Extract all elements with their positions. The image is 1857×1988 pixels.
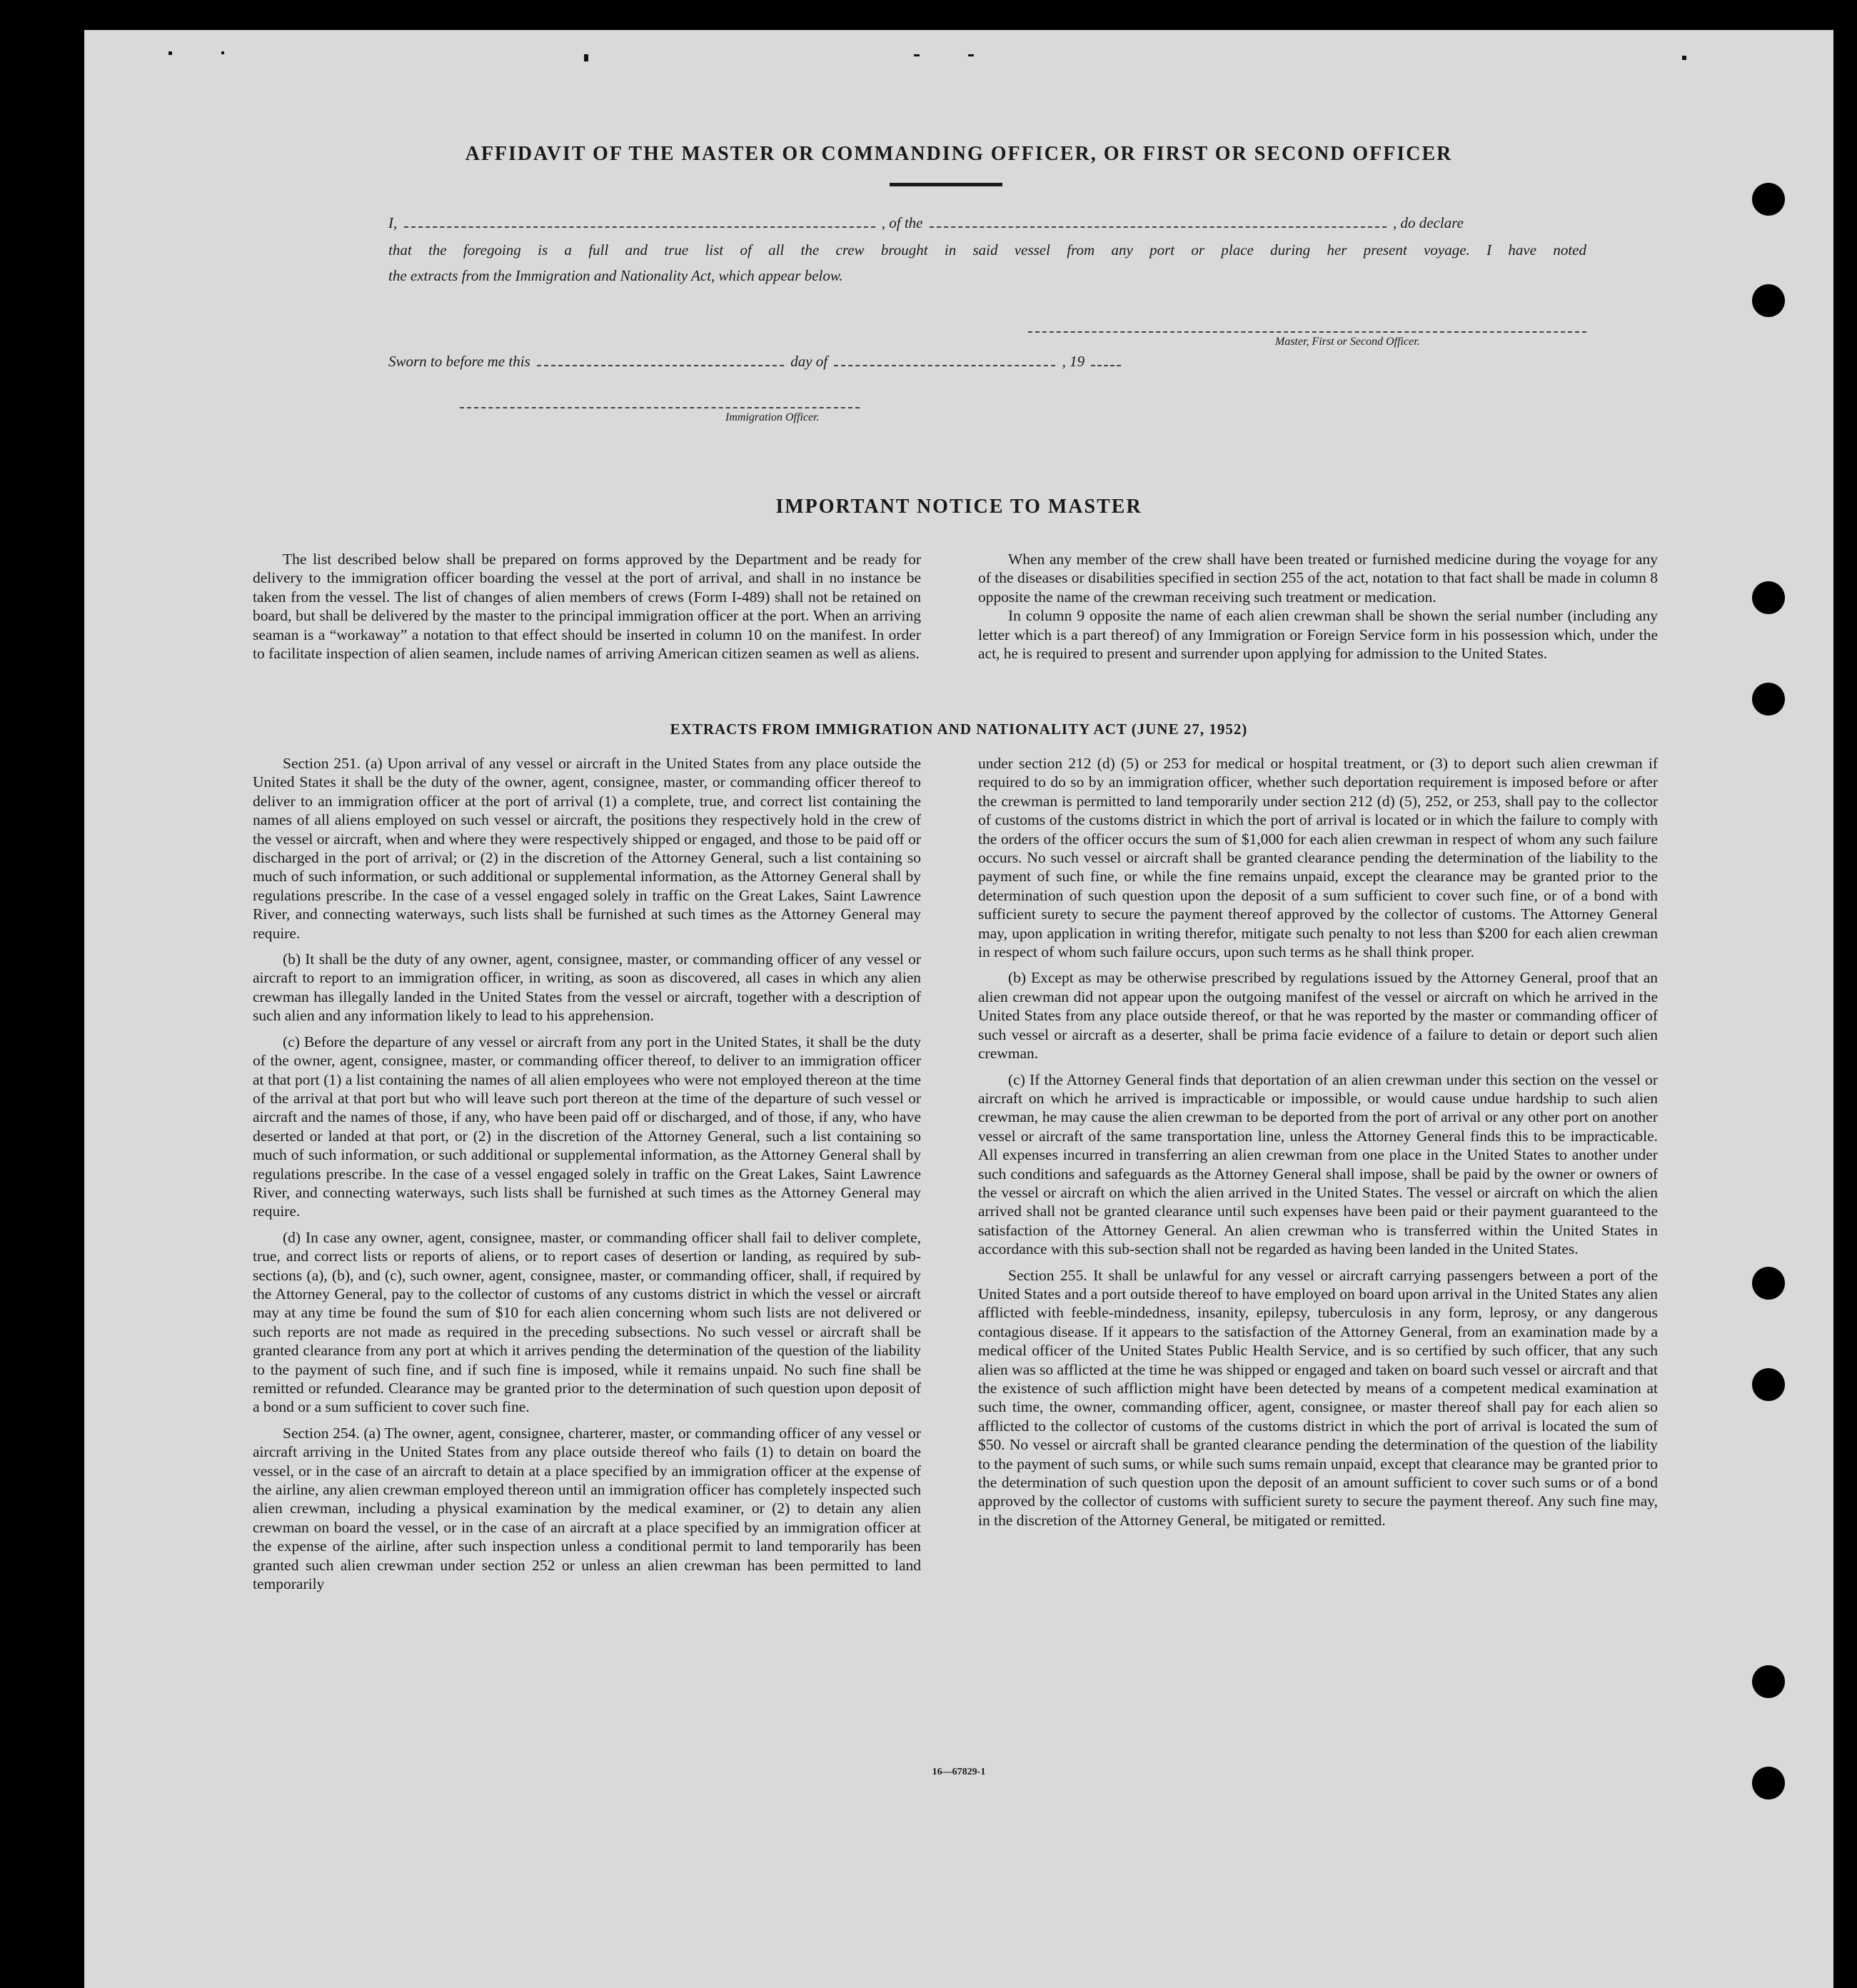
- notice-right-column: [978, 550, 1658, 663]
- affidavit-title: AFFIDAVIT OF THE MASTER OR COMMANDING OFFICER, OR FIRST OR SECOND OFFICER: [465, 143, 1453, 165]
- sworn-year-field[interactable]: [1091, 363, 1121, 366]
- declarant-prefix: I,: [388, 214, 398, 231]
- sworn-line: [388, 353, 1124, 371]
- section-254c: (c) If the Attorney General finds that deportation of an alien crewman under this section on the vessel or aircraft on which he arrived is impracticable or impossible, or would cause undue hardship to such alien crewman, he may cause the alien crewman to be deported from the port of arrival or any other port on another vessel or aircraft of the same transportation line, unless the Attorney General finds this to be impracticable. All expenses incurred in transferring an alien crewman from one place in the United States to another under such conditions and safeguards as the Attorney General shall impose, shall be paid by the owner or owners of the vessel or aircraft on which the alien arrived in the United States. The vessel or aircraft on which the alien arrived shall not be granted clearance until such expenses have been paid or their payment guaranteed to the satisfaction of the Attorney General. An alien crewman who is transferred within the United States in accordance with this sub-section shall not be regarded as having been landed in the United States.: [978, 1070, 1658, 1258]
- sworn-day-field[interactable]: [537, 363, 784, 366]
- section-251d: (d) In case any owner, agent, consignee, master, or commanding officer shall fail to deliver complete, true, and correct lists or reports of aliens, or to report cases of desertion or landing, as required by sub-sections (a), (b), and (c), such owner, agent, consignee, master, or commanding officer, shall, if required by the Attorney General, pay to the collector of customs of any customs district in which the vessel or aircraft may at any time be found the sum of $10 for each alien concerning whom such lists are not delivered or such reports are not made as required in the preceding subsections. No such vessel or aircraft shall be granted clearance from any port at which it arrives pending the determination of the question of the liability to the payment of such fine, and if such fine is imposed, while it remains unpaid. No such fine shall be remitted or refunded. Clearance may be granted prior to the determination of such question upon deposit of a bond or a sum sufficient to cover such fine.: [253, 1228, 921, 1416]
- punch-hole: [1752, 1665, 1785, 1698]
- notice-paragraph: When any member of the crew shall have been treated or furnished medicine during the voyage for any of the diseases or disabilities specified in section 255 of the act, notation to that fact shall be made in column 8 opposite the name of the crewman receiving such treatment or medication.: [978, 551, 1658, 606]
- master-signature-label: Master, First or Second Officer.: [1275, 336, 1420, 348]
- punch-hole: [1752, 284, 1785, 317]
- section-254a-continued: under section 212 (d) (5) or 253 for medical or hospital treatment, or (3) to deport such alien crewman if required to do so by an immigration officer, whether such deportation requirement is imposed before or after the crewman is permitted to land temporarily under section 212 (d) (5), 252, or 253, shall pay to the collector of customs of the customs district in which the port of arrival is located or in which the failure to comply with the orders of the officer occurs the sum of $1,000 for each alien crewman in respect of whom any such failure occurs. No such vessel or aircraft shall be granted clearance pending the determination of the liability to the payment of such fine, or while the fine remains unpaid, except the clearance may be granted prior to the determination of such question upon the deposit of a sum sufficient to cover such fine, or of a bond with sufficient surety to secure the payment thereof approved by the collector of customs. The Attorney General may, upon application in writing therefor, mitigate such penalty to not less than $200 for each alien crewman in respect of whom such failure occurs, upon such terms as he shall think proper.: [978, 755, 1658, 961]
- master-signature-line[interactable]: [1028, 331, 1586, 333]
- section-251c: (c) Before the departure of any vessel or aircraft from any port in the United States, it shall be the duty of the owner, agent, consignee, master, or commanding officer thereof, to deliver to an immigration officer at that port (1) a list containing the names of all alien employees who were not employed thereon at the time of the arrival at that port but who will leave such port thereon at the time of the departure of such vessel or aircraft and the names of those, if any, who have been paid off or discharged, and of those, if any, who have deserted or landed at that port, or (2) in the discretion of the Attorney General, such a list containing so much of such information, or such additional or supplemental information, as the Attorney General shall by regulations prescribe. In the case of a vessel engaged solely in traffic on the Great Lakes, Saint Lawrence River, and connecting waterways, such lists shall be furnished at such times as the Attorney General may require.: [253, 1033, 921, 1220]
- scan-speck: [168, 51, 172, 55]
- notice-paragraph: The list described below shall be prepared on forms approved by the Department and be ready for delivery to the immigration officer boarding the vessel at the port of arrival, and shall in no instance be taken from the vessel. The list of changes of alien members of crews (Form I-489) shall not be retained on board, but shall be delivered by the master to the principal immigration officer at the port. When an arriving seaman is a “workaway” a notation to that effect should be inserted in column 10 on the manifest. In order to facilitate inspection of alien seamen, include names of arriving American citizen seamen as well as aliens.: [253, 551, 921, 663]
- extracts-right-column: [978, 754, 1658, 1530]
- title-divider: [890, 183, 1002, 186]
- scan-speck: [1682, 56, 1686, 60]
- punch-hole: [1752, 183, 1785, 216]
- punch-hole: [1752, 1267, 1785, 1300]
- scan-speck: [968, 54, 974, 56]
- section-255: Section 255. It shall be unlawful for any vessel or aircraft carrying passengers between a port of the United States and a port outside thereof to have employed on board upon arrival in the United States any alien afflicted with feeble-mindedness, insanity, epilepsy, tuberculosis in any form, leprosy, or any dangerous contagious disease. If it appears to the satisfaction of the Attorney General, from an examination made by a medical officer of the United States Public Health Service, and is so certified by such officer, that any such alien was so afflicted at the time he was shipped or engaged and taken on board such vessel or aircraft and that the existence of such affliction might have been detected by means of a competent medical examination at such time, the owner, commanding officer, agent, consignee, or master thereof shall pay for each alien so afflicted to the collector of customs of the customs district in which the port of arrival is located the sum of $50. No vessel or aircraft shall be granted clearance pending the determination of the question of the liability to the payment of such sums, or while such sums remain unpaid, except that clearance may be granted prior to the determination of such question upon the deposit of an amount sufficient to cover such sums or of a bond approved by the collector of customs with sufficient surety to secure the payment thereof. Any such fine may, in the discretion of the Attorney General, be mitigated or remitted.: [978, 1266, 1658, 1529]
- section-251b: (b) It shall be the duty of any owner, agent, consignee, master, or commanding officer of any vessel or aircraft to report to an immigration officer, in writing, as soon as discovered, all cases in which any alien crewman has illegally landed in the United States from the vessel or aircraft, together with a description of such alien and any information likely to lead to his apprehension.: [253, 950, 921, 1025]
- declare-suffix: , do declare: [1393, 214, 1464, 231]
- scan-speck: [221, 51, 224, 54]
- notice-paragraph: In column 9 opposite the name of each alien crewman shall be shown the serial number (including any letter which is a part thereof) of any Immigration or Foreign Service form in his possession which, under the act, he is required to present and surrender upon applying for admission to the United States.: [978, 607, 1658, 663]
- immigration-officer-signature-line[interactable]: [460, 407, 860, 408]
- affidavit-statement-line: that the foregoing is a full and true list of all the crew brought in said vessel from any port or place during her present voyage. I have noted: [388, 241, 1586, 258]
- declarant-name-field[interactable]: [404, 225, 875, 228]
- sworn-month-field[interactable]: [834, 363, 1055, 366]
- form-code: 16—67829-1: [932, 1767, 986, 1777]
- punch-hole: [1752, 581, 1785, 614]
- notice-left-column: [253, 550, 921, 663]
- affidavit-statement-line-2: the extracts from the Immigration and Nationality Act, which appear below.: [388, 267, 843, 284]
- extracts-title: EXTRACTS FROM IMMIGRATION AND NATIONALITY ACT (JUNE 27, 1952): [670, 721, 1248, 738]
- scan-speck: [584, 54, 588, 61]
- vessel-name-field[interactable]: [930, 225, 1387, 228]
- scan-speck: [914, 54, 920, 56]
- punch-hole: [1752, 1368, 1785, 1401]
- sworn-prefix: Sworn to before me this: [388, 353, 530, 370]
- document-page: [84, 30, 1833, 1988]
- affidavit-declaration-line: [388, 214, 1464, 232]
- day-of-label: day of: [790, 353, 828, 370]
- section-254b: (b) Except as may be otherwise prescribed by regulations issued by the Attorney General, proof that an alien crewman did not appear upon the outgoing manifest of the vessel or aircraft on which he arrived in the United States from any place outside thereof, or that he was reported by the master or commanding officer of such vessel or aircraft as a deserter, shall be prima facie evidence of a failure to detain or deport such alien crewman.: [978, 969, 1658, 1063]
- extracts-left-column: [253, 754, 921, 1593]
- section-251a: Section 251. (a) Upon arrival of any vessel or aircraft in the United States from any place outside the United States it shall be the duty of the owner, agent, consignee, master, or commanding officer thereof to deliver to an immigration officer at the port of arrival (1) a complete, true, and correct list containing the names of all aliens employed on such vessel or aircraft, the positions they respectively hold in the crew of the vessel or aircraft, when and where they were respectively shipped or engaged, and those to be paid off or discharged in the port of arrival; or (2) in the discretion of the Attorney General, such a list containing so much of such information, or such additional or supplemental information, as the Attorney General shall by regulations prescribe. In the case of a vessel engaged solely in traffic on the Great Lakes, Saint Lawrence River, and connecting waterways, such lists shall be furnished at such times as the Attorney General may require.: [253, 755, 921, 942]
- notice-title: IMPORTANT NOTICE TO MASTER: [775, 496, 1142, 518]
- vessel-prefix: , of the: [881, 214, 923, 231]
- immigration-officer-label: Immigration Officer.: [725, 411, 820, 423]
- section-254a: Section 254. (a) The owner, agent, consignee, charterer, master, or commanding officer of any vessel or aircraft arriving in the United States from any place outside thereof who fails (1) to detain on board the vessel, or in the case of an aircraft to detain at a place specified by an immigration officer at the expense of the airline, any alien crewman employed thereon until an immigration officer has completely inspected such alien crewman, including a physical examination by the medical examiner, or (2) to detain any alien crewman on board the vessel, or in the case of an aircraft at a place specified by an immigration officer at the expense of the airline, after such inspection unless a conditional permit to land temporarily has been granted such alien crewman under section 252 or unless an alien crewman has been permitted to land temporarily: [253, 1424, 921, 1593]
- punch-hole: [1752, 683, 1785, 716]
- year-prefix: , 19: [1062, 353, 1085, 370]
